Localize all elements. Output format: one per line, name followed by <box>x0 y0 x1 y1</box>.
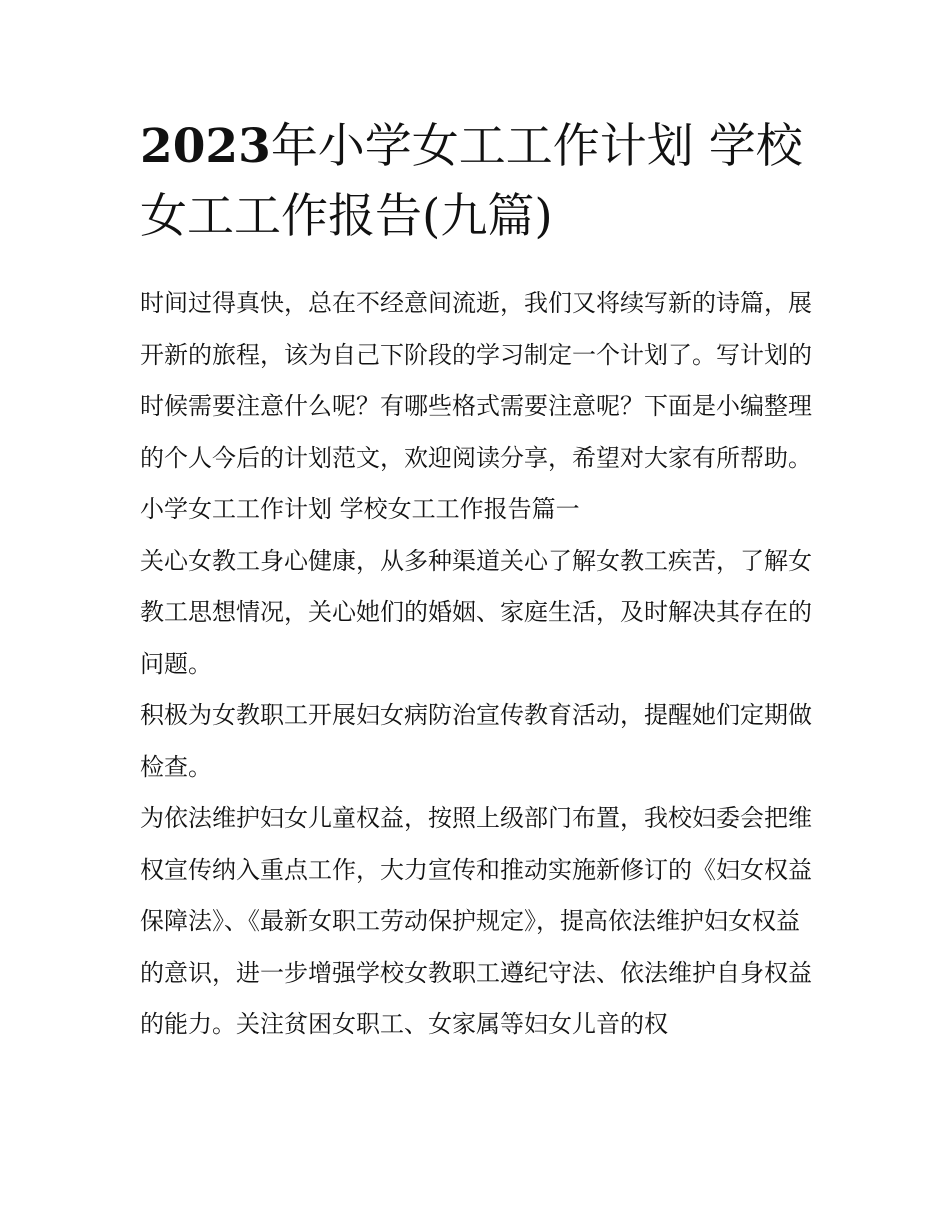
document-body <box>140 278 812 1051</box>
title-year: 2023 <box>140 119 271 174</box>
title-text: 年小学女工工作计划 学校女工工作报告(九篇) <box>140 119 803 244</box>
body-paragraph: 为依法维护妇女儿童权益，按照上级部门布置，我校妇委会把维权宣传纳入重点工作，大力宣传和推动实施新修订的《妇女权益保障法》、《最新女职工劳动保护规定》，提高依法维护妇女权益的意识，进一步增强学校女教职工遵纪守法、依法维护自身权益的能力。关注贫困女职工、女家属等妇女儿音的权 <box>140 804 812 1038</box>
intro-paragraph: 时间过得真快，总在不经意间流逝，我们又将续写新的诗篇，展开新的旅程，该为自己下阶段的学习制定一个计划了。写计划的时候需要注意什么呢？有哪些格式需要注意呢？下面是小编整理的个人今后的计划范文，欢迎阅读分享，希望对大家有所帮助。 <box>140 289 812 472</box>
body-paragraph: 积极为女教职工开展妇女病防治宣传教育活动，提醒她们定期做检查。 <box>140 701 812 781</box>
body-paragraph: 关心女教工身心健康，从多种渠道关心了解女教工疾苦，了解女教工思想情况，关心她们的婚姻、家庭生活，及时解决其存在的问题。 <box>140 546 812 678</box>
document-title <box>140 112 820 252</box>
section-heading: 小学女工工作计划 学校女工工作报告篇一 <box>140 495 580 523</box>
